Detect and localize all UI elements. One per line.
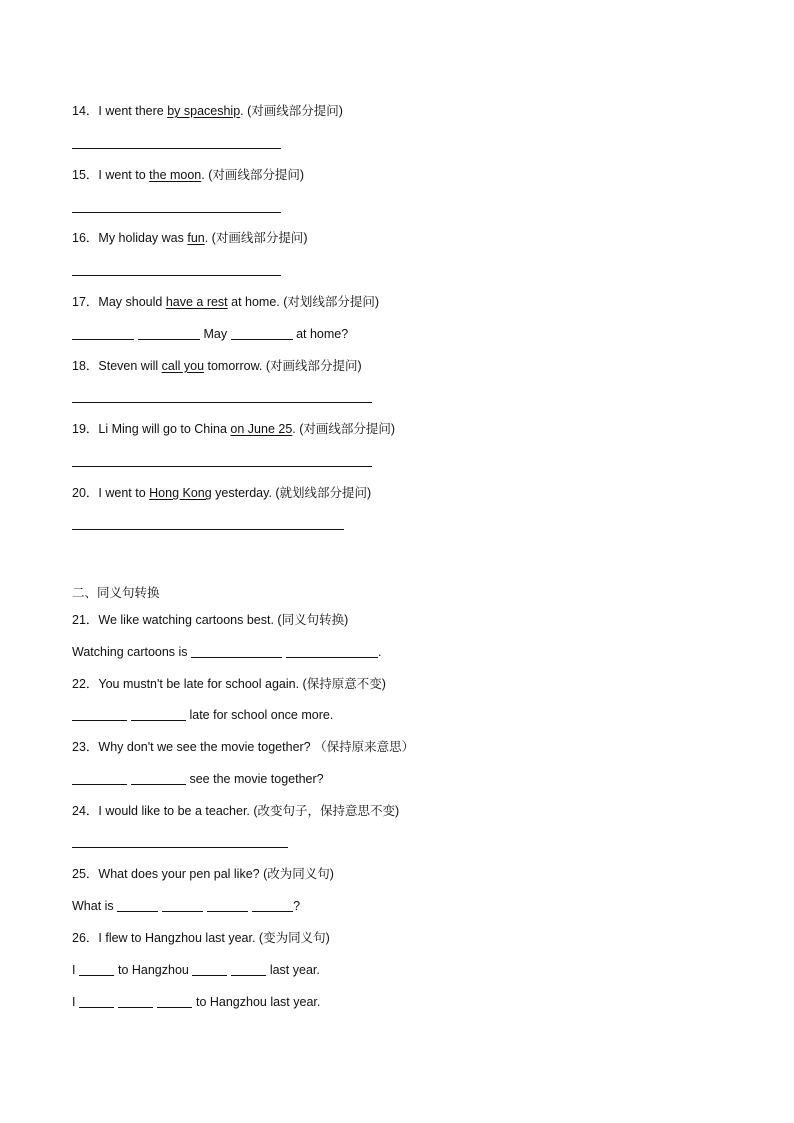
answer-line-18[interactable] [72,402,372,403]
answer-26a [72,962,320,978]
underlined-phrase: the moon [149,168,202,182]
question-text: I went there [98,104,168,118]
question-number: 16． [72,231,99,245]
question-19 [72,421,395,437]
answer-prefix: Watching cartoons is [72,645,188,659]
answer-line-24[interactable] [72,847,288,848]
question-26: 26．I flew to Hangzhou last year. (变为同义句) [72,931,330,945]
section-heading: 二、同义句转换 [72,586,160,600]
answer-21 [72,644,382,660]
blank[interactable] [72,708,127,721]
blank[interactable] [79,995,114,1008]
question-23: 23．Why don't we see the movie together? （保持原来意思） [72,740,415,754]
blank[interactable] [157,995,192,1008]
blank[interactable] [117,899,158,912]
question-text: May should [98,295,166,309]
underlined-phrase: by spaceship [167,104,241,118]
underlined-phrase: on June 25 [230,422,293,436]
question-number: 19． [72,422,99,436]
question-21: 21．We like watching cartoons best. (同义句转换) [72,613,349,627]
question-22: 22．You mustn't be late for school again. (保持原意不变) [72,677,386,691]
blank[interactable] [252,899,293,912]
question-instruction: . (对画线部分提问) [240,104,343,118]
answer-prefix: What is [72,899,114,913]
answer-suffix: . [378,645,382,659]
answer-25 [72,898,300,914]
answer-26b [72,994,320,1010]
blank[interactable] [231,963,266,976]
question-16 [72,230,308,246]
blank[interactable] [72,327,134,340]
question-number: 15． [72,168,99,182]
blank[interactable] [131,772,186,785]
question-18 [72,358,362,374]
underlined-phrase: fun [187,231,205,245]
question-text: Steven will [98,359,162,373]
question-instruction: yesterday. (就划线部分提问) [211,486,372,500]
answer-17 [72,326,348,342]
answer-23 [72,771,324,787]
answer-line-14[interactable] [72,148,281,149]
blank[interactable] [131,708,186,721]
answer-line-19[interactable] [72,466,372,467]
answer-prefix: I [72,963,76,977]
question-20 [72,485,371,501]
question-17 [72,294,379,310]
question-number: 18． [72,359,99,373]
answer-suffix: late for school once more. [189,708,334,722]
question-number: 17． [72,295,99,309]
answer-suffix: to Hangzhou last year. [195,995,321,1009]
blank[interactable] [162,899,203,912]
answer-line-20[interactable] [72,529,344,530]
blank[interactable] [138,327,200,340]
blank[interactable] [79,963,114,976]
question-25: 25．What does your pen pal like? (改为同义句) [72,867,334,881]
question-text: I went to [98,486,150,500]
question-instruction: at home. (对划线部分提问) [227,295,380,309]
question-instruction: tomorrow. (对画线部分提问) [204,359,362,373]
answer-tail: at home? [296,327,349,341]
question-text: Li Ming will go to China [98,422,231,436]
blank[interactable] [231,327,293,340]
answer-suffix: ? [293,899,301,913]
answer-line-16[interactable] [72,275,281,276]
answer-word: May [203,327,228,341]
answer-line-15[interactable] [72,212,281,213]
blank[interactable] [286,645,378,658]
answer-middle: to Hangzhou [117,963,189,977]
question-15 [72,167,304,183]
question-number: 20． [72,486,99,500]
answer-prefix: I [72,995,76,1009]
question-text: I went to [98,168,150,182]
answer-suffix: last year. [269,963,320,977]
blank[interactable] [72,772,127,785]
underlined-phrase: Hong Kong [149,486,212,500]
answer-suffix: see the movie together? [189,772,324,786]
question-instruction: . (对画线部分提问) [201,168,305,182]
blank[interactable] [207,899,248,912]
answer-22 [72,707,333,723]
question-14 [72,103,343,119]
blank[interactable] [118,995,153,1008]
underlined-phrase: have a rest [165,295,228,309]
underlined-phrase: call you [161,359,205,373]
question-instruction: . (对画线部分提问) [204,231,308,245]
question-instruction: . (对画线部分提问) [292,422,396,436]
question-text: My holiday was [98,231,188,245]
blank[interactable] [191,645,282,658]
question-24: 24．I would like to be a teacher. (改变句子，保持意思不变) [72,804,400,818]
blank[interactable] [192,963,227,976]
question-number: 14． [72,104,99,118]
